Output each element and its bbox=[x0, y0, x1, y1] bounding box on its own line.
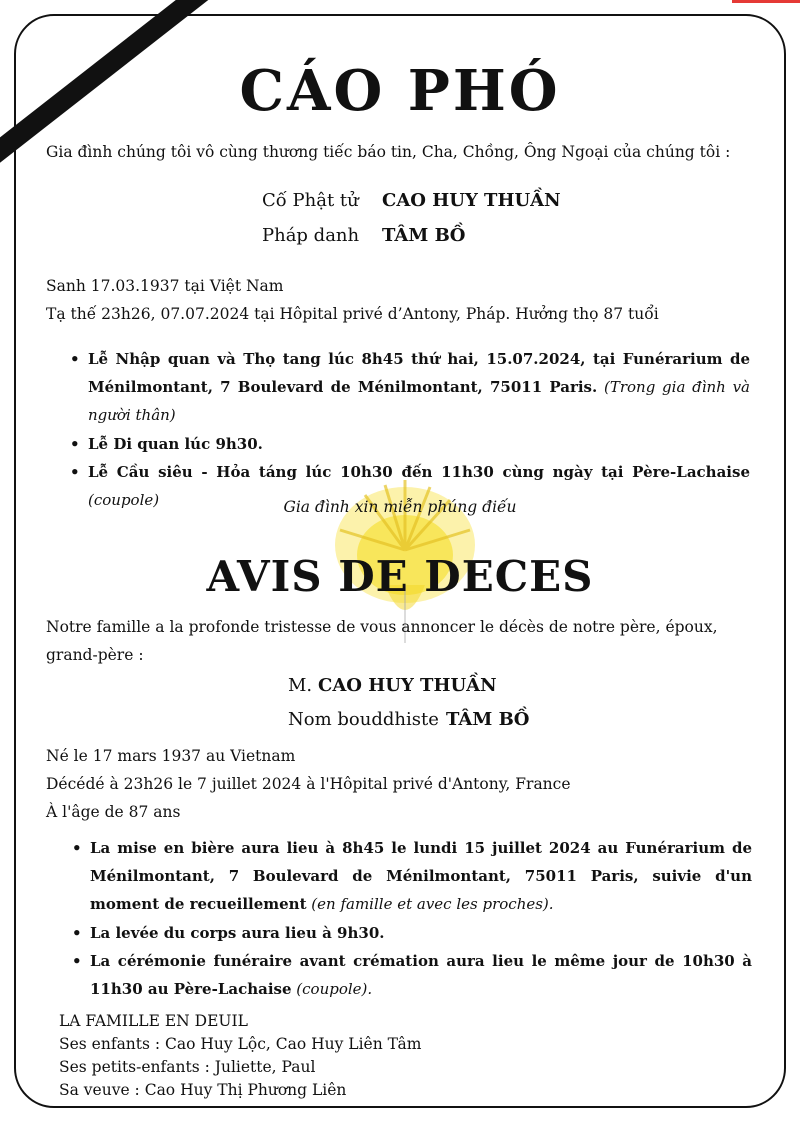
bullet-fr-1-bold: La mise en bière aura lieu à 8h45 le lundi 15 juillet 2024 au Funérarium de Ménilmontant, 7 Boulevard de Ménilmontant, 75011 Paris, suivie d'un moment de recueillement bbox=[90, 839, 752, 913]
bullet-fr-1 bbox=[90, 834, 752, 918]
birth-fr: Né le 17 mars 1937 au Vietnam bbox=[46, 747, 296, 765]
death-vi: Tạ thế 23h26, 07.07.2024 tại Hôpital privé d’Antony, Pháp. Hưởng thọ 87 tuổi bbox=[46, 305, 659, 323]
border-gap-bottom bbox=[0, 1108, 402, 1132]
bullet-fr-3-italic: (coupole). bbox=[291, 980, 373, 998]
bullet-vi-3-italic: (coupole) bbox=[88, 491, 160, 509]
bullet-fr-2 bbox=[90, 919, 752, 947]
title-vi: CÁO PHÓ bbox=[239, 58, 561, 124]
family-grandchildren: Ses petits-enfants : Juliette, Paul bbox=[59, 1058, 316, 1076]
bullet-vi-1 bbox=[88, 345, 750, 429]
family-heading: LA FAMILLE EN DEUIL bbox=[59, 1012, 248, 1030]
bullet-fr-3 bbox=[90, 947, 752, 1003]
bullet-vi-3-bold: Lễ Cầu siêu - Hỏa táng lúc 10h30 đến 11h30 cùng ngày tại Père-Lachaise bbox=[88, 463, 750, 481]
bullet-fr-3-bold: La cérémonie funéraire avant crémation aura lieu le même jour de 10h30 à 11h30 au Père-Lachaise bbox=[90, 952, 752, 998]
bullet-vi-2-bold: Lễ Di quan lúc 9h30. bbox=[88, 435, 263, 453]
intro-fr-2: grand-père : bbox=[46, 646, 144, 664]
bullet-vi-1-italic: (Trong gia đình và người thân) bbox=[88, 378, 751, 424]
name-label-vi: Cố Phật tử bbox=[262, 190, 359, 211]
corner-mark bbox=[732, 0, 800, 3]
dharma-label-vi: Pháp danh bbox=[262, 225, 360, 246]
no-flowers-vi: Gia đình xin miễn phúng điếu bbox=[283, 498, 517, 516]
name-prefix-fr: M. bbox=[288, 675, 313, 696]
dharma-name-fr: TÂM BỒ bbox=[446, 709, 530, 730]
family-widow: Sa veuve : Cao Huy Thị Phương Liên bbox=[59, 1081, 347, 1099]
intro-vi: Gia đình chúng tôi vô cùng thương tiếc báo tin, Cha, Chồng, Ông Ngoại của chúng tôi : bbox=[46, 143, 731, 161]
dharma-name-vi: TÂM BỒ bbox=[382, 225, 466, 246]
family-children: Ses enfants : Cao Huy Lộc, Cao Huy Liên Tâm bbox=[59, 1035, 422, 1053]
name-fr: CAO HUY THUẦN bbox=[318, 675, 497, 696]
bullet-vi-1-bold: Lễ Nhập quan và Thọ tang lúc 8h45 thứ hai, 15.07.2024, tại Funérarium de Ménilmontant, 7 Boulevard de Ménilmontant, 75011 Paris. bbox=[88, 350, 750, 396]
birth-vi: Sanh 17.03.1937 tại Việt Nam bbox=[46, 277, 284, 295]
death-fr: Décédé à 23h26 le 7 juillet 2024 à l'Hôpital privé d'Antony, France bbox=[46, 775, 571, 793]
bullet-fr-2-bold: La levée du corps aura lieu à 9h30. bbox=[90, 924, 385, 942]
age-fr: À l'âge de 87 ans bbox=[46, 803, 181, 821]
name-vi: CAO HUY THUẦN bbox=[382, 190, 561, 211]
bullet-vi-2 bbox=[88, 430, 750, 458]
bullet-fr-1-italic: (en famille et avec les proches). bbox=[306, 895, 554, 913]
title-fr: AVIS DE DECES bbox=[206, 552, 594, 601]
dharma-label-fr: Nom bouddhiste bbox=[288, 709, 439, 730]
intro-fr-1: Notre famille a la profonde tristesse de vous annoncer le décès de notre père, époux, bbox=[46, 618, 718, 636]
